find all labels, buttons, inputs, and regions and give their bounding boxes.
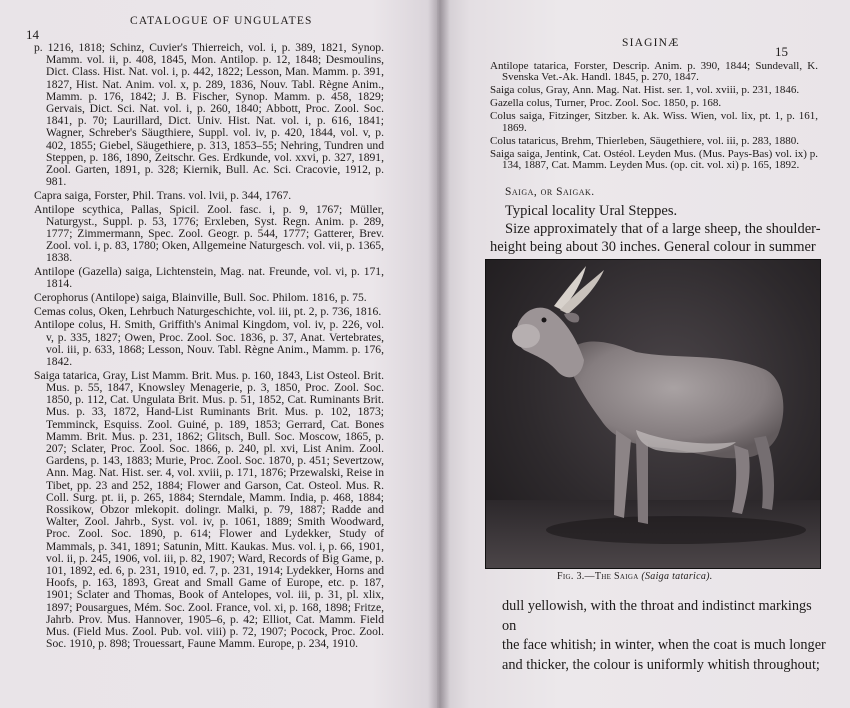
- synonymy-entry: Antilope scythica, Pallas, Spicil. Zool. fasc. i, p. 9, 1767; Müller, Naturgyst., Suppl. p. 53, 1776; Erxleben, Syst. Regn. Anim. p. 289, 1777; Zimmermann, Spec. Zool. Geogr. p. 544, 1777; Gatterer, Brev. Zool. vol. i, p. 83, 1780; Oken, Allgemeine Naturgesch. vol. vii, p. 1365, 1838.: [34, 202, 384, 265]
- description-line: dull yellowish, with the throat and indistinct markings on: [502, 598, 812, 634]
- common-name-heading: Saiga, or Saigak.: [505, 186, 595, 198]
- page-number: 15: [775, 44, 788, 59]
- synonymy-list: [34, 42, 384, 652]
- synonymy-entry: Cemas colus, Oken, Lehrbuch Naturgeschichte, vol. iii, pt. 2, p. 736, 1816.: [34, 304, 382, 318]
- synonymy-entry: Cerophorus (Antilope) saiga, Blainville, Bull. Soc. Philom. 1816, p. 75.: [34, 291, 367, 305]
- description-line: Size approximately that of a large sheep, the shoulder-: [505, 221, 821, 237]
- description-line: height being about 30 inches. General colour in summer: [490, 239, 816, 255]
- synonymy-entry: Antilope (Gazella) saiga, Lichtenstein, Mag. nat. Freunde, vol. vi, p. 171, 1814.: [34, 265, 384, 291]
- description-line: the face whitish; in winter, when the coat is much longer: [502, 637, 826, 653]
- synonymy-entry: Colus saiga, Fitzinger, Sitzber. k. Ak. Wiss. Wien, vol. lix, pt. 1, p. 161, 1869.: [490, 110, 818, 134]
- synonymy-entry: Colus tataricus, Brehm, Thierleben, Säugethiere, vol. iii, p. 283, 1880.: [490, 134, 799, 147]
- synonymy-list: [490, 61, 818, 173]
- description-continued: [502, 597, 827, 675]
- locality-line: Typical locality Ural Steppes.: [505, 203, 678, 219]
- synonymy-entry: Antilope tatarica, Forster, Descrip. Anim. p. 390, 1844; Sundevall, K. Svenska Vet.-Ak. Handl. 1845, p. 270, 1847.: [490, 60, 818, 84]
- synonymy-entry: Saiga tatarica, Gray, List Mamm. Brit. Mus. p. 160, 1843, List Osteol. Brit. Mus. p. 55, 1847, Knowsley Menagerie, p. 3, 1850, Proc. Zool. Soc. 1850, p. 112, Cat. Ungulata Brit. Mus. p. 51, 1852, Cat. Ruminants Brit. Mus. p. 33, 1872, Hand-List Ruminants Brit. Mus. p. 102, 1873; Temminck, Esquiss. Zool. Guiné, p. 189, 1853; Gerrard, Cat. Bones Mamm. Brit. Mus. p. 231, 1862; Glitsch, Bull. Soc. Moscow, 1865, p. 207; Sclater, Proc. Zool. Soc. 1866, p. 240, pl. xvi, List Anim. Zool. Gardens, p. 143, 1883; Murie, Proc. Zool. Soc. 1870, p. 451; Severtzow, Ann. Mag. Nat. Hist. ser. 4, vol. xviii, p. 171, 1876; Przewalski, Reise in Tibet, pp. 23 and 252, 1884; Flower and Garson, Cat. Osteol. Mus. R. Coll. Surg. pt. ii, p. 265, 1884; Sterndale, Mamm. India, p. 468, 1884; Rossikow, Obzor mlekopit. dolingr. Malki, p. 79, 1887; Radde and Walter, Zool. Jahrb., Syst. vol. iv, p. 1061, 1889; Smith Woodward, Proc. Zool. Soc. 1890, p. 614; Flower and Lydekker, Study of Mammals, p. 341, 1891; Satunin, Mitt. Kaukas. Mus. vol. i, p. 66, 1901, vol. ii, p. 245, 1906, vol. iii, p. 82, 1907; Ward, Records of Big Game, p. 101, 1892, ed. 6, p. 231, 1910, ed. 7, p. 231, 1914; Lydekker, Horns and Hoofs, p. 163, 1893, Great and Small Game of Europe, etc. p. 187, 1901; Sclater and Thomas, Book of Antelopes, vol. iii, p. 31, pl. xlix, 1897; Pousargues, Mém. Soc. Zool. France, vol. xi, p. 168, 1898; Fritze, Jahrb. Prov. Mus. Hannover, 1905–6, p. 42; Elliot, Cat. Mamm. Field Mus. (Field Mus. Zool. Pub. vol. viii) p. 72, 1907; Pocock, Proc. Zool. Soc. 1910, p. 898; Trouessart, Faune Mamm. Europe, p. 234, 1910.: [34, 368, 384, 651]
- running-head: CATALOGUE OF UNGULATES: [130, 15, 313, 27]
- right-page: [437, 0, 850, 708]
- figure-caption-prefix: Fig. 3.—The Saiga: [557, 571, 639, 582]
- running-head: SIAGINÆ: [622, 37, 680, 49]
- synonymy-entry: p. 1216, 1818; Schinz, Cuvier's Thierreich, vol. i, p. 389, 1821, Synop. Mamm. vol. ii, p. 408, 1845, Mon. Antilop. p. 12, 1848; Desmoulins, Dict. Class. Hist. Nat. vol. i, p. 442, 1822; Lesson, Man. Mamm. p. 391, 1827, Hist. Nat. Anim. vol. x, p. 289, 1836, Nouv. Tabl. Règne Anim., Mamm. p. 176, 1842; J. B. Fischer, Synop. Mamm. p. 458, 1829; Gervais, Dict. Sci. Nat. vol. i, p. 260, 1840; Abbott, Proc. Zool. Soc. 1841, p. 70; Laurillard, Dict. Univ. Hist. Nat. vol. i, p. 616, 1841; Wagner, Schreber's Säugthiere, Suppl. vol. iv, p. 420, 1844, vol. v, p. 402, 1855; Giebel, Säugethiere, p. 313, 1853–55; Nehring, Tundren und Steppen, p. 186, 1890, Zeitschr. Ges. Erdkunde, vol. xxvi, p. 327, 1891, Zool. Garten, 1891, p. 328; Kiernik, Bull. Ac. Sci. Cracovie, 1912, p. 981.: [34, 41, 384, 189]
- description-line: and thicker, the colour is uniformly whitish throughout;: [502, 656, 820, 673]
- synonymy-entry: Saiga colus, Gray, Ann. Mag. Nat. Hist. ser. 1, vol. xviii, p. 231, 1846.: [490, 84, 800, 97]
- figure-caption-species: (Saiga tatarica).: [641, 571, 713, 582]
- saiga-photograph: [485, 259, 821, 569]
- saiga-illustration: [486, 260, 820, 568]
- synonymy-entry: Saiga saiga, Jentink, Cat. Ostéol. Leyden Mus. (Mus. Pays-Bas) vol. ix) p. 134, 1887, Cat. Mamm. Leyden Mus. (op. cit. vol. xi) p. 165, 1892.: [490, 147, 818, 172]
- synonymy-entry: Gazella colus, Turner, Proc. Zool. Soc. 1850, p. 168.: [490, 97, 722, 110]
- page-number: 14: [26, 27, 39, 42]
- figure-caption: [557, 571, 713, 582]
- book-gutter: [428, 0, 450, 708]
- synonymy-entry: Capra saiga, Forster, Phil. Trans. vol. lvii, p. 344, 1767.: [34, 188, 292, 202]
- synonymy-entry: Antilope colus, H. Smith, Griffith's Animal Kingdom, vol. iv, p. 226, vol. v, p. 335, 1827; Owen, Proc. Zool. Soc. 1836, p. 37, Anat. Vertebrates, vol. iii, p. 633, 1868; Lesson, Nouv. Tabl. Règne Anim., Mamm. p. 176, 1842.: [34, 318, 384, 369]
